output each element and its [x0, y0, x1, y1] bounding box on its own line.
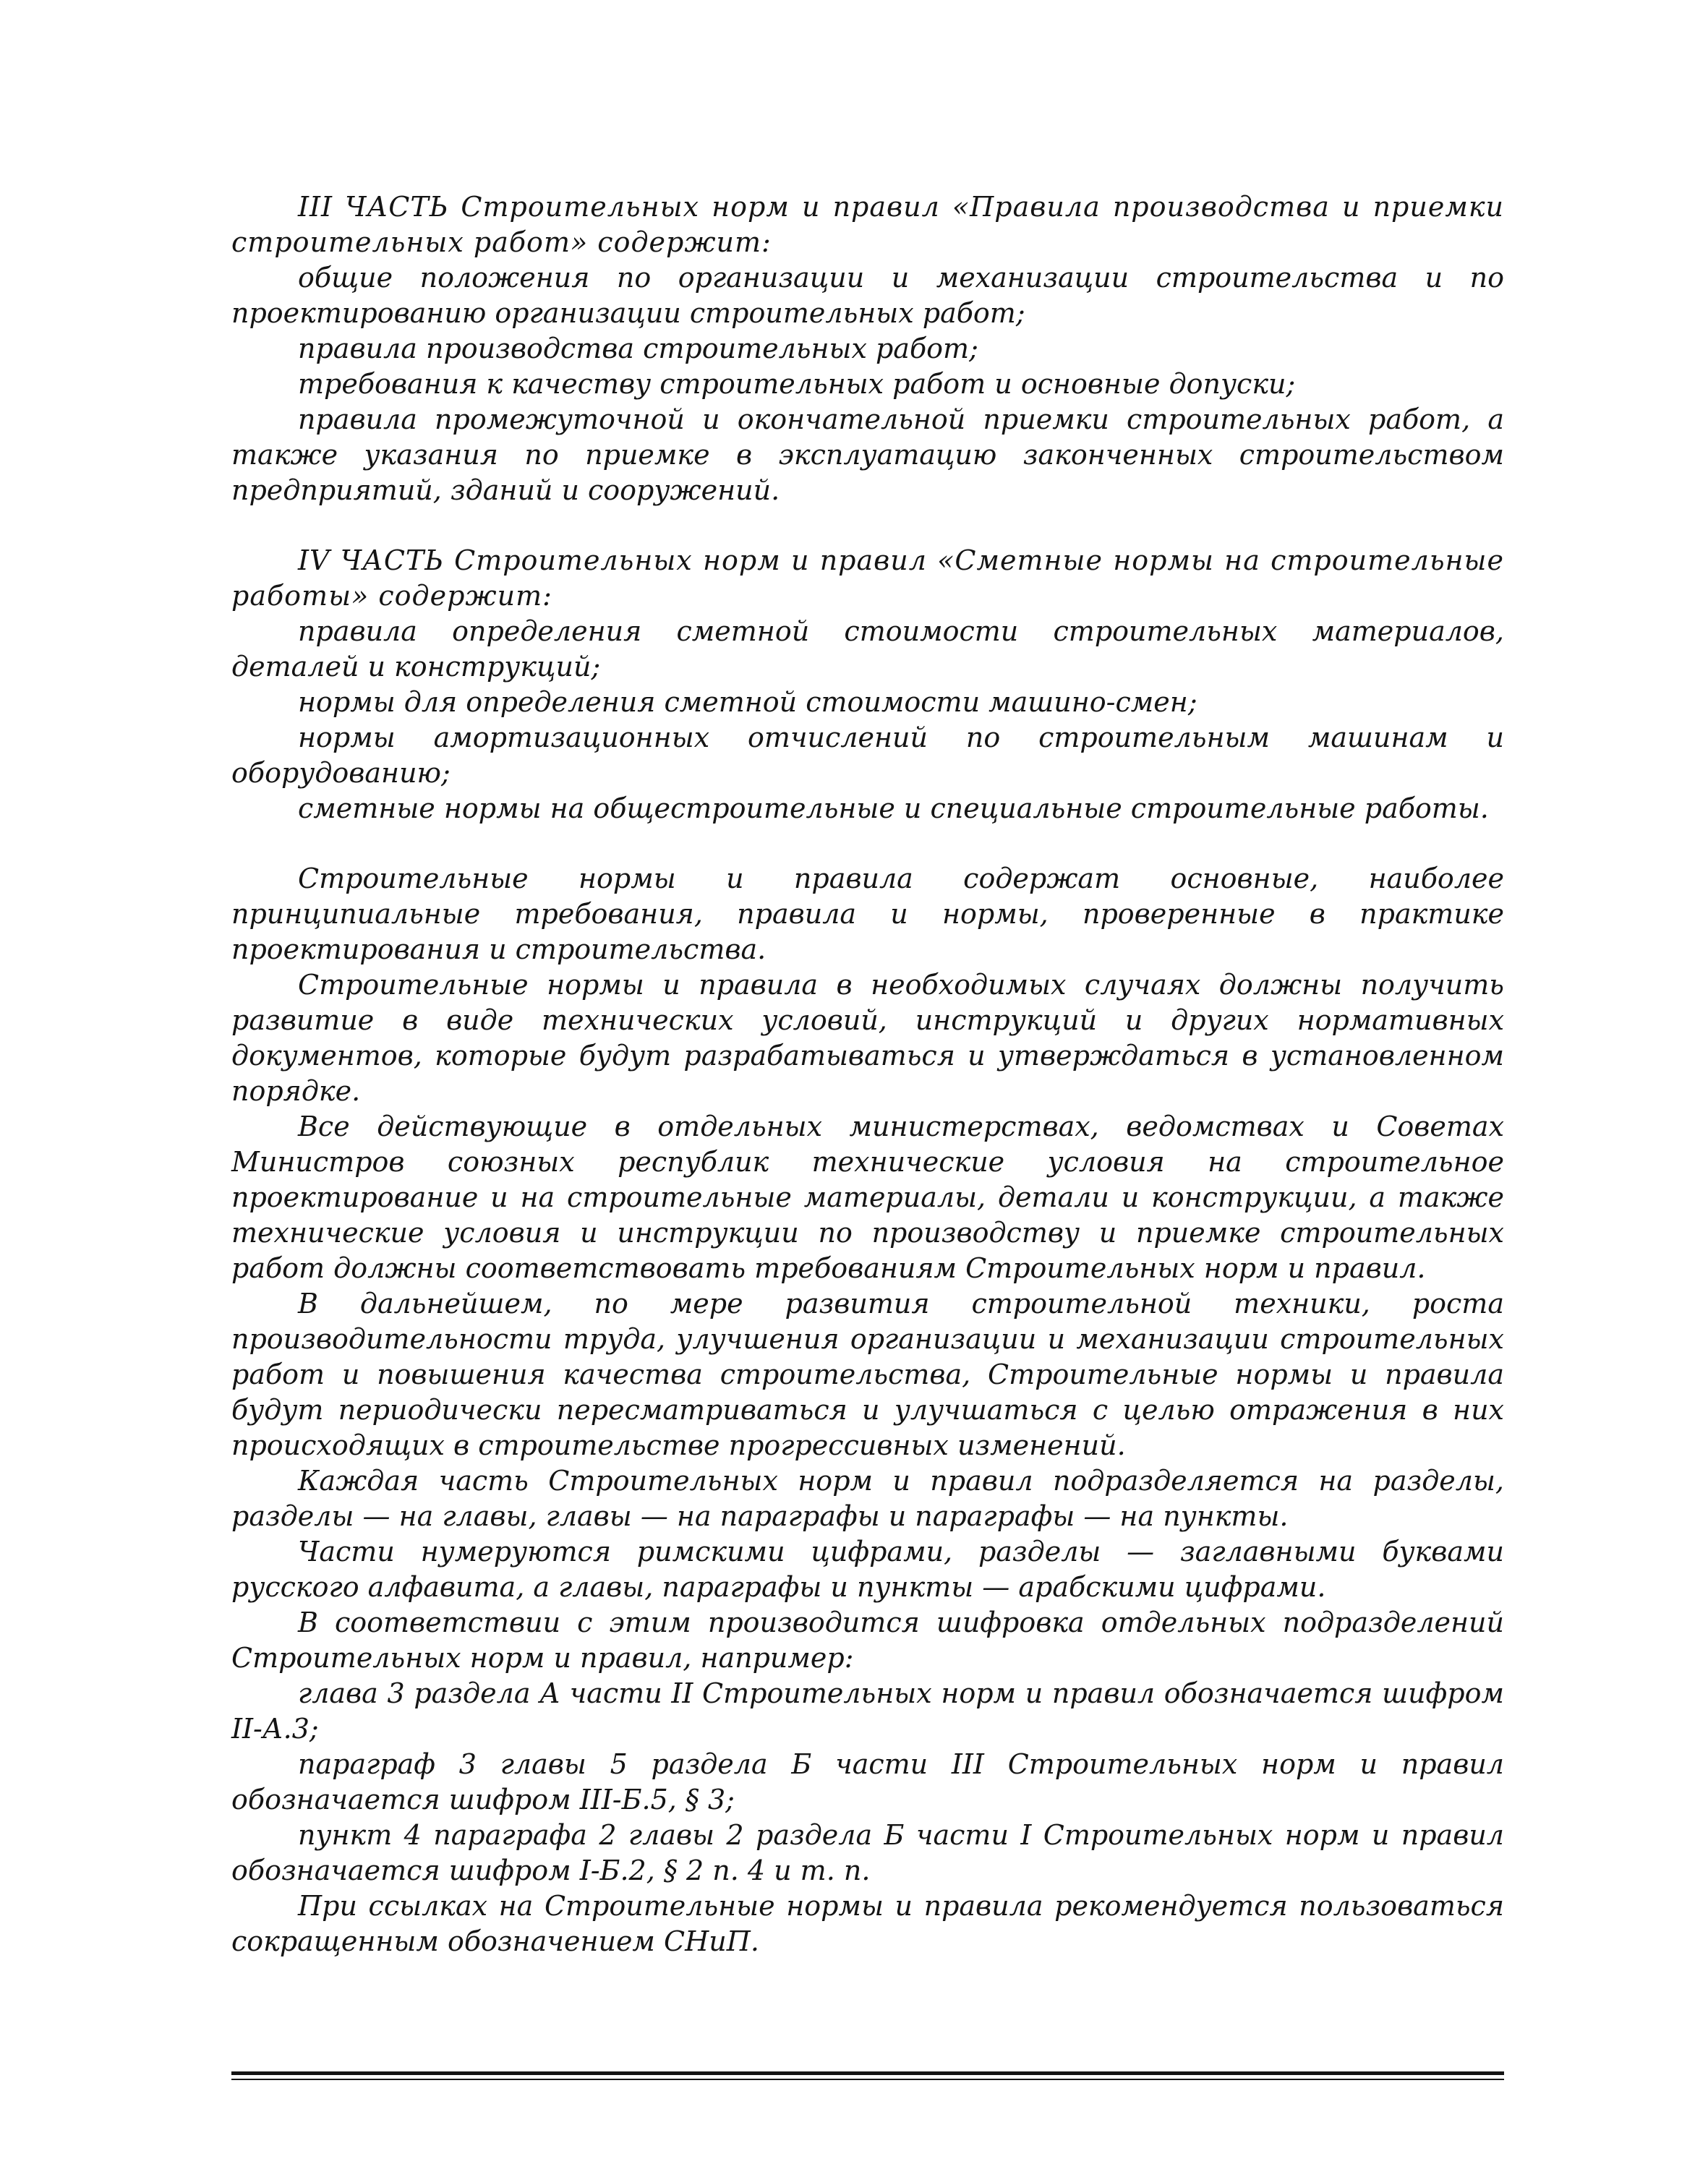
- general-paragraph: При ссылках на Строительные нормы и правила рекомендуется пользоваться сокращенным обозначением СНиП.: [231, 1890, 1504, 1957]
- cipher-example: пункт 4 параграфа 2 главы 2 раздела Б части I Строительных норм и правил обозначается шифром I-Б.2, § 2 п. 4 и т. п.: [231, 1819, 1504, 1886]
- general-paragraph: Строительные нормы и правила содержат основные, наиболее принципиальные требования, правила и нормы, проверенные в практике проектирования и строительства.: [231, 863, 1504, 965]
- part-four-item: нормы амортизационных отчислений по строительным машинам и оборудованию;: [231, 722, 1504, 789]
- part-four-item: нормы для определения сметной стоимости машино-смен;: [298, 686, 1197, 718]
- part-four-intro: IV ЧАСТЬ Строительных норм и правил «Сметные нормы на строительные работы» содержит:: [231, 544, 1504, 612]
- general-paragraph: Строительные нормы и правила в необходимых случаях должны получить развитие в виде технических условий, инструкций и других нормативных документов, которые будут разрабатываться и утверждаться в установленном порядке.: [231, 969, 1504, 1107]
- part-three-intro: III ЧАСТЬ Строительных норм и правил «Правила производства и приемки строительных работ» содержит:: [231, 191, 1504, 258]
- part-three-section: [231, 189, 1504, 508]
- general-provisions-section: [231, 861, 1504, 1959]
- cipher-example: глава 3 раздела А части II Строительных норм и правил обозначается шифром II-А.3;: [231, 1677, 1504, 1745]
- document-page: [231, 189, 1504, 1959]
- part-three-item: правила промежуточной и окончательной приемки строительных работ, а также указания по приемке в эксплуатацию законченных строительством предприятий, зданий и сооружений.: [231, 403, 1504, 506]
- general-paragraph: Каждая часть Строительных норм и правил подразделяется на разделы, разделы — на главы, главы — на параграфы и параграфы — на пункты.: [231, 1465, 1504, 1532]
- cipher-example: параграф 3 главы 5 раздела Б части III Строительных норм и правил обозначается шифром III-Б.5, § 3;: [231, 1748, 1504, 1815]
- footer-rule-thin: [231, 2079, 1504, 2080]
- general-paragraph: Все действующие в отдельных министерствах, ведомствах и Советах Министров союзных республик технические условия на строительное проектирование и на строительные материалы, детали и конструкции, а также технические условия и инструкции по производству и приемке строительных работ должны соответствовать требованиям Строительных норм и правил.: [231, 1111, 1504, 1284]
- part-four-item: сметные нормы на общестроительные и специальные строительные работы.: [298, 792, 1489, 824]
- part-three-item: общие положения по организации и механизации строительства и по проектированию организации строительных работ;: [231, 262, 1504, 329]
- part-four-item: правила определения сметной стоимости строительных материалов, деталей и конструкций;: [231, 615, 1504, 683]
- general-paragraph: В соответствии с этим производится шифровка отдельных подразделений Строительных норм и правил, например:: [231, 1607, 1504, 1674]
- footer-double-rule: [231, 2071, 1504, 2080]
- footer-rule-thick: [231, 2071, 1504, 2075]
- part-three-item: требования к качеству строительных работ и основные допуски;: [298, 368, 1296, 400]
- general-paragraph: В дальнейшем, по мере развития строительной техники, роста производительности труда, улучшения организации и механизации строительных работ и повышения качества строительства, Строительные нормы и правила будут периодически пересматриваться и улучшаться с целью отражения в них происходящих в строительстве прогрессивных изменений.: [231, 1288, 1504, 1461]
- part-four-section: [231, 543, 1504, 826]
- general-paragraph: Части нумеруются римскими цифрами, разделы — заглавными буквами русского алфавита, а главы, параграфы и пункты — арабскими цифрами.: [231, 1536, 1504, 1603]
- part-three-item: правила производства строительных работ;: [298, 333, 978, 364]
